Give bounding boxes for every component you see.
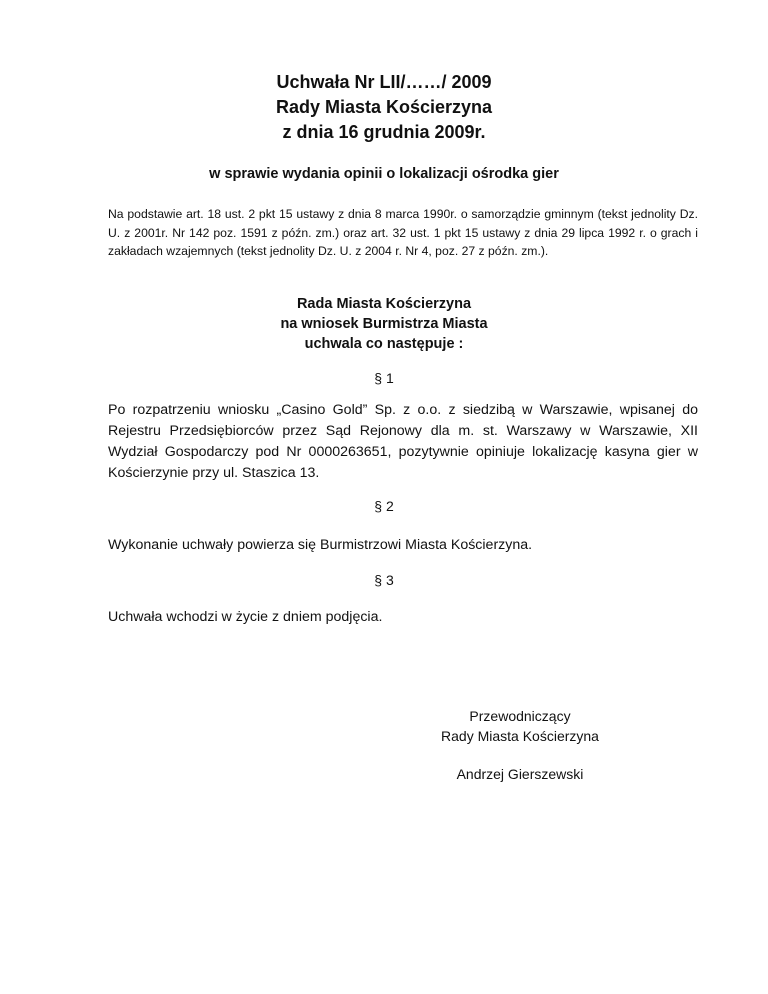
council-motion: na wniosek Burmistrza Miasta bbox=[280, 316, 488, 332]
resolution-subject: w sprawie wydania opinii o lokalizacji ośrodka gier bbox=[209, 166, 559, 182]
council-name: Rada Miasta Kościerzyna bbox=[296, 296, 472, 312]
section-text-1: Po rozpatrzeniu wniosku „Casino Gold” Sp. z o.o. z siedzibą w Warszawie, wpisanej do Rejestru Przedsiębiorców przez Sąd Rejonowy dla m. st. Warszawy w Warszawie, XII Wydział Gospodarczy pod Nr 0000263651, pozytywnie opiniuje lokalizację kasyna gier w Kościerzynie przy ul. Staszica 13. bbox=[108, 402, 698, 481]
section-mark-3: § 3 bbox=[374, 572, 394, 588]
legal-basis: Na podstawie art. 18 ust. 2 pkt 15 ustawy z dnia 8 marca 1990r. o samorządzie gminnym (tekst jednolity Dz. U. z 2001r. Nr 142 poz. 1591 z późn. zm.) oraz art. 32 ust. 1 pkt 15 ustawy z dnia 29 lipca 1992 r. o grach i zakładach wzajemnych (tekst jednolity Dz. U. z 2004 r. Nr 4, poz. 27 z późn. zm.). bbox=[108, 207, 698, 258]
resolution-title bbox=[0, 70, 768, 145]
title-date: z dnia 16 grudnia 2009r. bbox=[282, 122, 486, 142]
signature-name: Andrzej Gierszewski bbox=[456, 766, 584, 782]
council-decision-heading bbox=[0, 294, 768, 354]
section-mark-2: § 2 bbox=[374, 498, 394, 514]
council-resolves: uchwala co następuje : bbox=[304, 336, 464, 352]
signature-body: Rady Miasta Kościerzyna bbox=[441, 728, 599, 744]
title-number: Uchwała Nr LII/……/ 2009 bbox=[276, 72, 492, 92]
signature-role: Przewodniczący bbox=[469, 708, 571, 724]
section-text-3: Uchwała wchodzi w życie z dniem podjęcia. bbox=[108, 609, 383, 625]
section-text-2: Wykonanie uchwały powierza się Burmistrzowi Miasta Kościerzyna. bbox=[108, 537, 533, 553]
section-mark-1: § 1 bbox=[374, 370, 394, 386]
title-council: Rady Miasta Kościerzyna bbox=[275, 97, 493, 117]
signature-block bbox=[400, 706, 640, 784]
